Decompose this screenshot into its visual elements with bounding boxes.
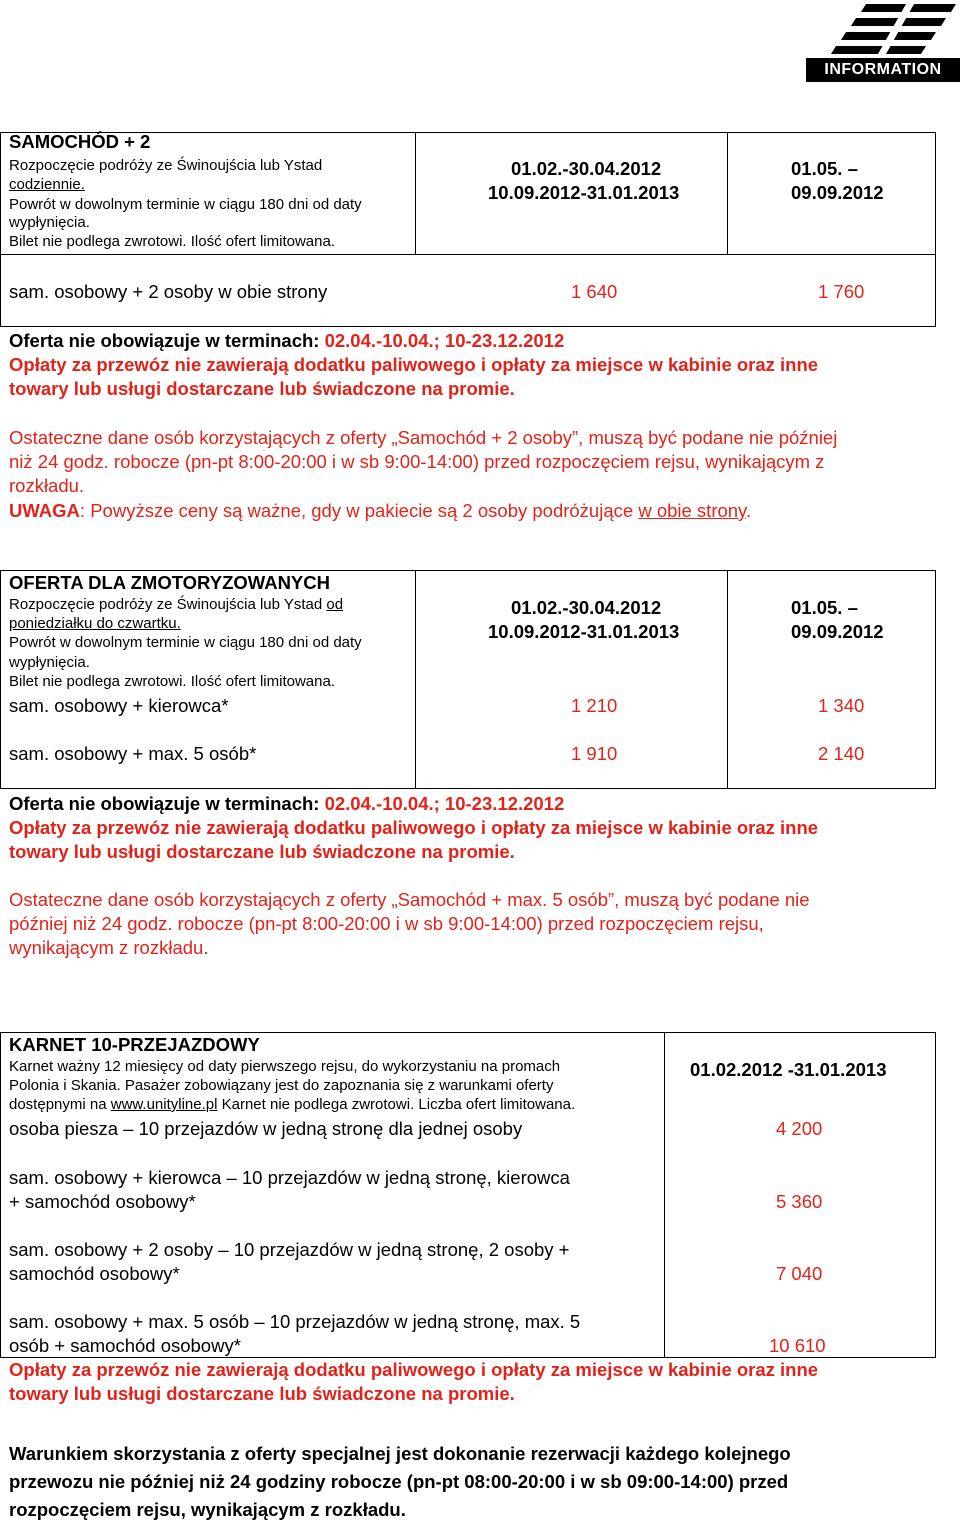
section1-desc-line5: Bilet nie podlega zwrotowi. Ilość ofert limitowana. bbox=[9, 233, 335, 250]
footer-line1: Warunkiem skorzystania z oferty specjalnej jest dokonanie rezerwacji każdego kolejnego bbox=[9, 1443, 791, 1464]
logo-text: INFORMATION bbox=[824, 61, 942, 78]
section1-desc-line4: wypłynięcia. bbox=[9, 214, 90, 231]
section3-row-price: 10 610 bbox=[769, 1335, 826, 1356]
section1-desc-line2: codziennie. bbox=[9, 176, 85, 193]
section2-note-line3: wynikającym z rozkładu. bbox=[9, 937, 209, 958]
section2-row-price2: 1 340 bbox=[818, 695, 865, 716]
footer-line3: rozpoczęciem rejsu, wynikającym z rozkładu. bbox=[9, 1499, 406, 1520]
section1-desc-line3: Powrót w dowolnym terminie w ciągu 180 dni od daty bbox=[9, 196, 362, 213]
section2-note-line1: Ostateczne dane osób korzystających z oferty „Samochód + max. 5 osób”, muszą być podane nie bbox=[9, 889, 810, 910]
section2-desc-line1 bbox=[9, 596, 343, 613]
section2-row-price1: 1 910 bbox=[571, 743, 618, 764]
section2-fees-line1: Opłaty za przewóz nie zawierają dodatku paliwowego i opłaty za miejsce w kabinie oraz inne bbox=[9, 817, 819, 838]
section2-desc-line5: Bilet nie podlega zwrotowi. Ilość ofert limitowana. bbox=[9, 673, 335, 690]
section3-row-price: 4 200 bbox=[776, 1118, 823, 1139]
section2-exclusion-dates: 02.04.-10.04.; 10-23.12.2012 bbox=[324, 793, 565, 814]
section1-exclusion-dates: 02.04.-10.04.; 10-23.12.2012 bbox=[324, 330, 565, 351]
section2-row-label: sam. osobowy + kierowca* bbox=[9, 695, 229, 716]
section1-row-label: sam. osobowy + 2 osoby w obie strony bbox=[9, 281, 328, 302]
section1-warning-label: UWAGA bbox=[9, 500, 80, 521]
section1-note-line3: rozkładu. bbox=[9, 475, 85, 496]
section1-period2-line2: 09.09.2012 bbox=[791, 182, 884, 203]
section2-row-price1: 1 210 bbox=[571, 695, 618, 716]
section2-desc-line4: wypłynięcia. bbox=[9, 654, 90, 671]
information-logo bbox=[806, 0, 960, 82]
section3-desc-line3 bbox=[9, 1096, 575, 1113]
section1-note-line1: Ostateczne dane osób korzystających z oferty „Samochód + 2 osoby”, muszą być podane nie później bbox=[9, 427, 838, 448]
section3-row-price: 7 040 bbox=[776, 1263, 823, 1284]
section3-title: KARNET 10-PRZEJAZDOWY bbox=[9, 1034, 260, 1055]
unityline-link[interactable]: www.unityline.pl bbox=[110, 1096, 218, 1113]
section2-period1-line2: 10.09.2012-31.01.2013 bbox=[488, 621, 680, 642]
section1-period1-line2: 10.09.2012-31.01.2013 bbox=[488, 182, 680, 203]
section2-period2-line2: 09.09.2012 bbox=[791, 621, 884, 642]
section2-desc-line1-b: od bbox=[326, 596, 344, 613]
section2-exclusion bbox=[9, 793, 564, 815]
section1-warning-underlined: w obie strony bbox=[638, 500, 746, 521]
section3-desc-line3-a: dostępnymi na bbox=[9, 1096, 111, 1113]
section3-desc-line1: Karnet ważny 12 miesięcy od daty pierwszego rejsu, do wykorzystaniu na promach bbox=[9, 1058, 561, 1075]
section3-row-line2: osób + samochód osobowy* bbox=[9, 1335, 241, 1356]
section1-desc-line1: Rozpoczęcie podróży ze Świnoujścia lub Ystad bbox=[9, 157, 323, 174]
section3-row-line1: sam. osobowy + max. 5 osób – 10 przejazdów w jedną stronę, max. 5 bbox=[9, 1311, 581, 1332]
section3-row-line2: + samochód osobowy* bbox=[9, 1191, 196, 1212]
section3-row-price: 5 360 bbox=[776, 1191, 823, 1212]
section3-fees-line2: towary lub usługi dostarczane lub świadczone na promie. bbox=[9, 1383, 515, 1404]
section1-period1-line1: 01.02.-30.04.2012 bbox=[511, 158, 662, 179]
section1-title: SAMOCHÓD + 2 bbox=[9, 131, 151, 152]
section3-period: 01.02.2012 -31.01.2013 bbox=[690, 1059, 887, 1080]
section3-row-line2: samochód osobowy* bbox=[9, 1263, 180, 1284]
section3-row-line1: sam. osobowy + kierowca – 10 przejazdów w jedną stronę, kierowca bbox=[9, 1167, 570, 1188]
section1-warning-end: . bbox=[745, 500, 752, 521]
section3-row-line1: osoba piesza – 10 przejazdów w jedną stronę dla jednej osoby bbox=[9, 1118, 523, 1139]
section1-fees-line2: towary lub usługi dostarczane lub świadczone na promie. bbox=[9, 378, 515, 399]
section3-fees-line1: Opłaty za przewóz nie zawierają dodatku paliwowego i opłaty za miejsce w kabinie oraz inne bbox=[9, 1359, 819, 1380]
section2-row-label: sam. osobowy + max. 5 osób* bbox=[9, 743, 257, 764]
section3-row-line1: sam. osobowy + 2 osoby – 10 przejazdów w jedną stronę, 2 osoby + bbox=[9, 1239, 570, 1260]
section1-exclusion bbox=[9, 330, 564, 352]
section1-price2: 1 760 bbox=[818, 281, 865, 302]
section2-exclusion-prefix: Oferta nie obowiązuje w terminach: bbox=[9, 793, 325, 814]
section2-period1-line1: 01.02.-30.04.2012 bbox=[511, 597, 662, 618]
section2-desc-line3: Powrót w dowolnym terminie w ciągu 180 dni od daty bbox=[9, 634, 362, 651]
section1-price1: 1 640 bbox=[571, 281, 618, 302]
logo-text-bar bbox=[806, 58, 960, 82]
section2-title: OFERTA DLA ZMOTORYZOWANYCH bbox=[9, 572, 330, 593]
section2-period2-line1: 01.05. – bbox=[791, 597, 858, 618]
logo-stripes-icon bbox=[806, 0, 960, 58]
section1-exclusion-prefix: Oferta nie obowiązuje w terminach: bbox=[9, 330, 325, 351]
section1-warning-text: : Powyższe ceny są ważne, gdy w pakiecie są 2 osoby podróżujące bbox=[79, 500, 639, 521]
section2-note-line2: później niż 24 godz. robocze (pn-pt 8:00-20:00 i w sb 9:00-14:00) przed rozpoczęciem rejsu, bbox=[9, 913, 764, 934]
section2-desc-line2: poniedziałku do czwartku. bbox=[9, 615, 181, 632]
section1-fees-line1: Opłaty za przewóz nie zawierają dodatku paliwowego i opłaty za miejsce w kabinie oraz inne bbox=[9, 354, 819, 375]
section2-fees-line2: towary lub usługi dostarczane lub świadczone na promie. bbox=[9, 841, 515, 862]
section2-row-price2: 2 140 bbox=[818, 743, 865, 764]
section1-note-line2: niż 24 godz. robocze (pn-pt 8:00-20:00 i w sb 9:00-14:00) przed rozpoczęciem rejsu, wynikającym z bbox=[9, 451, 825, 472]
section3-desc-line3-b: Karnet nie podlega zwrotowi. Liczba ofert limitowana. bbox=[217, 1096, 576, 1113]
section1-period2-line1: 01.05. – bbox=[791, 158, 858, 179]
section2-desc-line1-a: Rozpoczęcie podróży ze Świnoujścia lub Ystad bbox=[9, 596, 327, 613]
footer-line2: przewozu nie później niż 24 godziny robocze (pn-pt 08:00-20:00 i w sb 09:00-14:00) przed bbox=[9, 1471, 789, 1492]
section1-warning bbox=[9, 500, 751, 522]
section3-desc-line2: Polonia i Skania. Pasażer zobowiązany jest do zapoznania się z warunkami oferty bbox=[9, 1077, 554, 1094]
